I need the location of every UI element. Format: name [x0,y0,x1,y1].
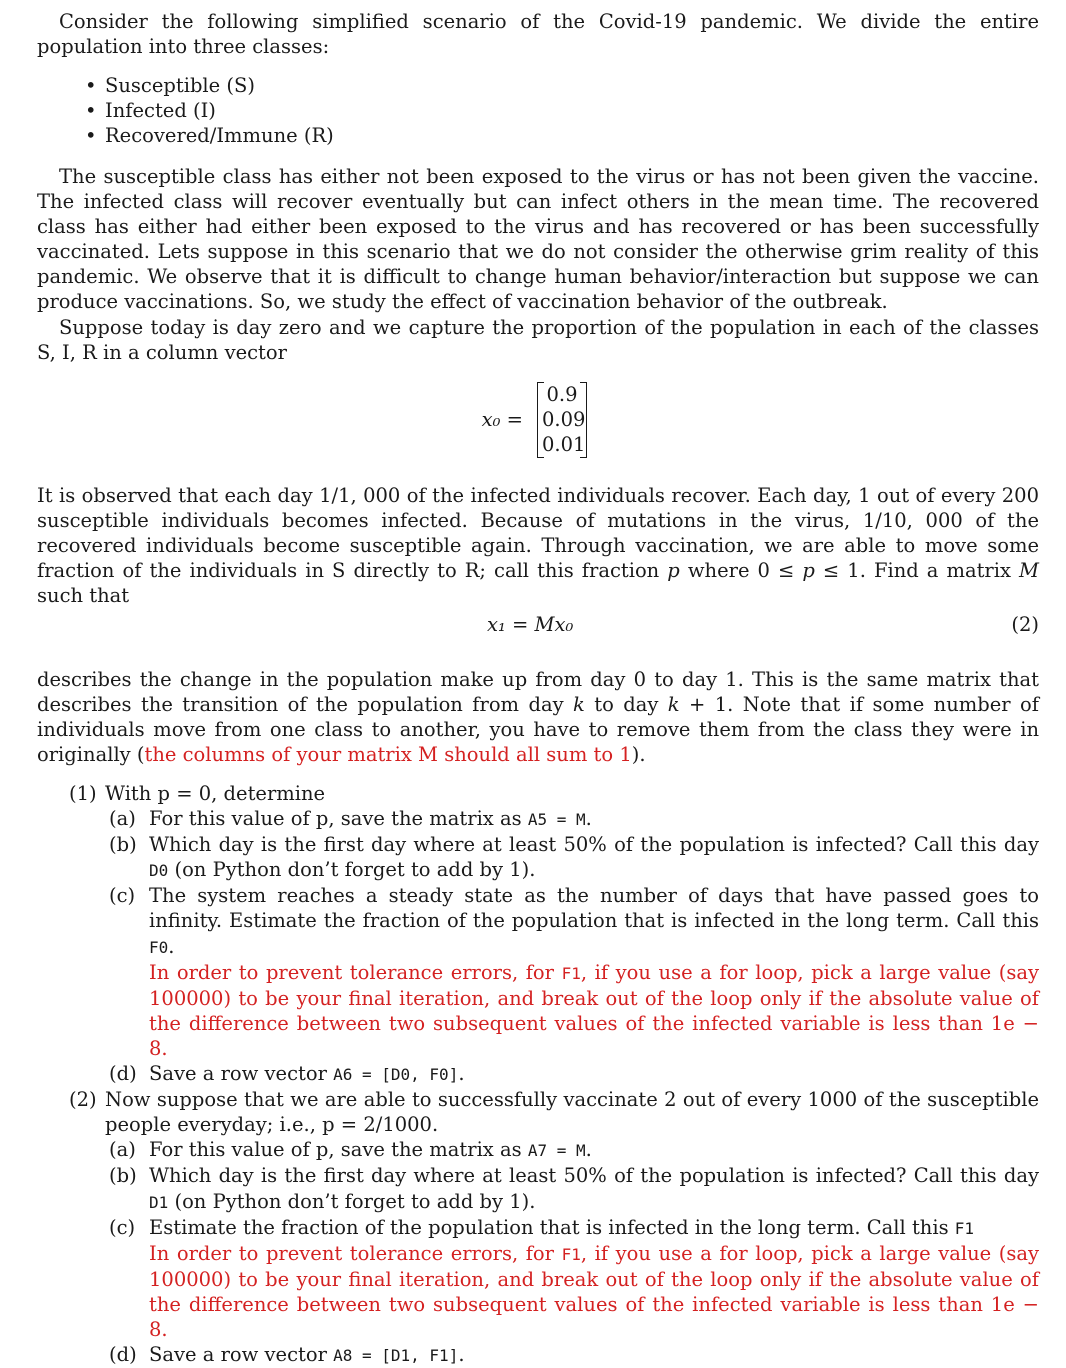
column-vector-paragraph: Suppose today is day zero and we capture the proportion of the population in each of the classes S, I, R in a column vector [37,316,1039,365]
equation-body: x₁ = Mx₀ [487,613,574,636]
question-2: (2) Now suppose that we are able to successfully vaccinate 2 out of every 1000 of the susceptible people everyday; i.e., p = 2/1000. (a) For this value of p, save the matrix as A7 = M. (b) Which day is the first day where at least 50% of the population is infected? Call this day D1 (on Python don’t forget to add by 1). (c) Estimate the fraction of the population that is infected in the long term. Call this F1 In order to prevent tolerance errors, for F1, if you use a for loop, pick a large value (say 100000) to be your final iteration, and break out of the loop only if the absolute value of the difference between two subsequent values of the infected variable is less than 1e − 8. (d) Save a row vector A8 = [D1, F1]. [69,1087,1039,1368]
x0-entry-s: 0.9 [546,383,578,406]
question-2c: (c) Estimate the fraction of the population that is infected in the long term. Call this F1 In order to prevent tolerance errors, for F1, if you use a for loop, pick a large value (say 100000) to be your final iteration, and break out of the loop only if the absolute value of the difference between two subsequent values of the infected variable is less than 1e − 8. [109,1215,1039,1341]
transition-paragraph: It is observed that each day 1/1, 000 of the infected individuals recover. Each day, 1 out of every 200 susceptible individuals becomes infected. Because of mutations in the virus, 1/10, 000 of the recovered individuals become susceptible again. Through vaccination, we are able to move some fraction of the individuals in S directly to R; call this fraction p where 0 ≤ p ≤ 1. Find a matrix M such that [37,484,1039,608]
tolerance-note: In order to prevent tolerance errors, for F1, if you use a for loop, pick a large value (say 100000) to be your final iteration, and break out of the loop only if the absolute value of the difference between two subsequent values of the infected variable is less than 1e − 8. [149,960,1039,1060]
list-item: • Recovered/Immune (R) [85,123,334,148]
question-1: (1) With p = 0, determine (a) For this value of p, save the matrix as A5 = M. (b) Which day is the first day where at least 50% of the population is infected? Call this day D0 (on Python don’t forget to add by 1). (c) The system reaches a steady state as the number of days that have passed goes to infinity. Estimate the fraction of the population that is infected in the long term. Call this F0. In order to prevent tolerance errors, for F1, if you use a for loop, pick a large value (say 100000) to be your final iteration, and break out of the loop only if the absolute value of the difference between two subsequent values of the infected variable is less than 1e − 8. (d) Save a row vector A6 = [D0, F0]. [69,781,1039,1087]
column-sum-note: the columns of your matrix M should all sum to 1 [144,743,632,767]
tolerance-note: In order to prevent tolerance errors, for F1, if you use a for loop, pick a large value (say 100000) to be your final iteration, and break out of the loop only if the absolute value of the difference between two subsequent values of the infected variable is less than 1e − 8. [149,1241,1039,1341]
question-2d: (d) Save a row vector A8 = [D1, F1]. [109,1343,465,1367]
list-item: • Susceptible (S) [85,73,334,98]
question-1d: (d) Save a row vector A6 = [D0, F0]. [109,1062,465,1086]
question-1c: (c) The system reaches a steady state as the number of days that have passed goes to infinity. Estimate the fraction of the population that is infected in the long term. Call this F0. In order to prevent tolerance errors, for F1, if you use a for loop, pick a large value (say 100000) to be your final iteration, and break out of the loop only if the absolute value of the difference between two subsequent values of the infected variable is less than 1e − 8. [109,884,1039,1060]
list-item: • Infected (I) [85,98,334,123]
question-list [69,781,1039,1368]
question-2b: (b) Which day is the first day where at least 50% of the population is infected? Call this day D1 (on Python don’t forget to add by 1). [109,1164,1039,1213]
question-1b: (b) Which day is the first day where at least 50% of the population is infected? Call this day D0 (on Python don’t forget to add by 1). [109,833,1039,882]
x0-entry-r: 0.01 [542,433,586,457]
intro-paragraph: Consider the following simplified scenario of the Covid-19 pandemic. We divide the entire population into three classes: [37,10,1039,59]
equation-number: (2) [1011,613,1039,636]
x0-label: x₀ = [481,408,523,431]
class-list [85,73,334,149]
question-2a: (a) For this value of p, save the matrix as A7 = M. [109,1138,592,1162]
matrix-description-paragraph: describes the change in the population make up from day 0 to day 1. This is the same matrix that describes the transition of the population from day k to day k + 1. Note that if some number of individuals move from one class to another, you have to remove them from the class they were in originally (the columns of your matrix M should all sum to 1). [37,668,1039,767]
question-1a: (a) For this value of p, save the matrix as A5 = M. [109,807,592,831]
classes-description-paragraph: The susceptible class has either not been exposed to the virus or has not been given the vaccine. The infected class will recover eventually but can infect others in the mean time. The recovered class has either had either been exposed to the virus and has recovered or has been successfully vaccinated. Lets suppose in this scenario that we do not consider the otherwise grim reality of this pandemic. We observe that it is difficult to change human behavior/interaction but suppose we can produce vaccinations. So, we study the effect of vaccination behavior of the outbreak. [37,165,1039,314]
x0-entry-i: 0.09 [542,408,586,432]
